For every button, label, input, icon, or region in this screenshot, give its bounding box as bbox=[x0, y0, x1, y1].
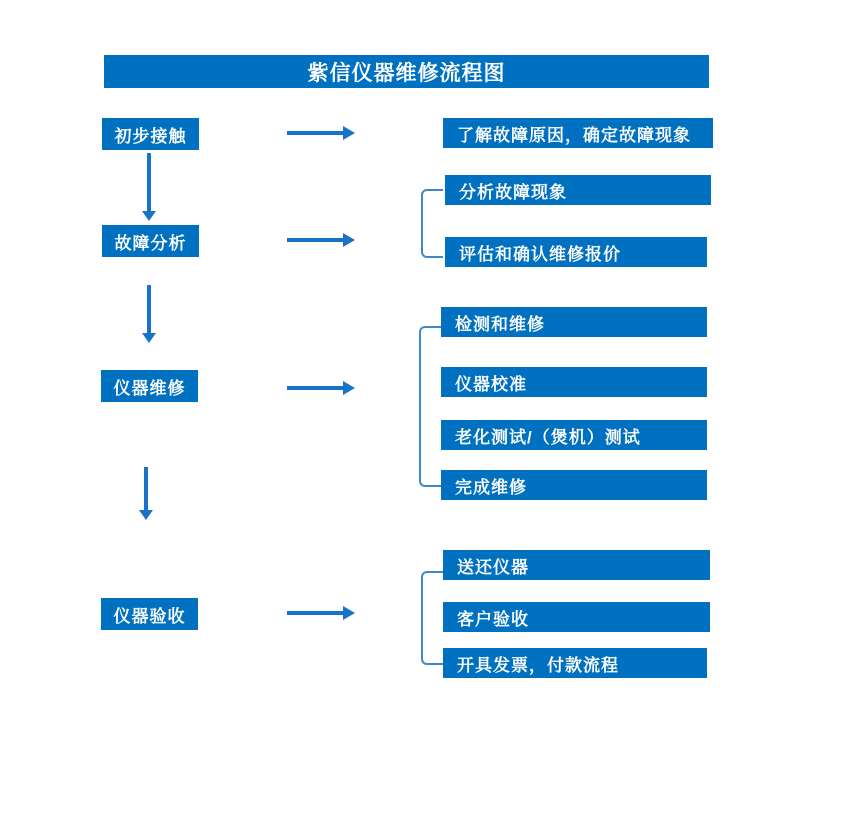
step-box-instrument-acceptance bbox=[101, 598, 198, 630]
down-arrow-icon bbox=[142, 285, 156, 343]
substep-box bbox=[443, 118, 713, 148]
down-arrow-icon bbox=[142, 153, 156, 221]
substep-label: 老化测试/（煲机）测试 bbox=[455, 427, 641, 447]
substep-box bbox=[445, 237, 707, 267]
substep-label: 客户验收 bbox=[457, 609, 529, 629]
substep-label: 完成维修 bbox=[455, 477, 527, 497]
step-label: 仪器验收 bbox=[113, 606, 186, 626]
flowchart-title-bar bbox=[104, 55, 709, 88]
flowchart-title: 紫信仪器维修流程图 bbox=[307, 61, 506, 85]
substep-label: 评估和确认维修报价 bbox=[459, 244, 621, 264]
substep-box bbox=[441, 367, 707, 397]
step-box-initial-contact bbox=[102, 118, 199, 150]
right-arrow-icon bbox=[287, 381, 355, 395]
substep-box bbox=[441, 420, 707, 450]
arrow-head bbox=[139, 510, 153, 520]
right-arrow-icon bbox=[287, 126, 355, 140]
arrow-head bbox=[142, 211, 156, 221]
substep-label: 送还仪器 bbox=[457, 557, 529, 577]
substep-box bbox=[443, 550, 710, 580]
substep-box bbox=[443, 648, 707, 678]
substep-box bbox=[441, 307, 707, 337]
arrow-stem bbox=[144, 467, 148, 511]
bracket-connector bbox=[421, 571, 443, 665]
down-arrow-icon bbox=[139, 467, 153, 520]
step-label: 初步接触 bbox=[114, 126, 187, 146]
arrow-head bbox=[343, 233, 355, 247]
arrow-head bbox=[343, 381, 355, 395]
substep-label: 开具发票，付款流程 bbox=[457, 655, 619, 675]
step-box-fault-analysis bbox=[102, 225, 199, 257]
arrow-stem bbox=[147, 285, 151, 334]
arrow-stem bbox=[287, 131, 344, 135]
step-label: 仪器维修 bbox=[113, 378, 186, 398]
arrow-head bbox=[142, 333, 156, 343]
substep-label: 了解故障原因，确定故障现象 bbox=[457, 125, 691, 145]
step-box-instrument-repair bbox=[101, 370, 198, 402]
substep-box bbox=[443, 602, 710, 632]
arrow-head bbox=[343, 126, 355, 140]
substep-box bbox=[445, 175, 711, 205]
substep-label: 分析故障现象 bbox=[459, 182, 567, 202]
arrow-stem bbox=[147, 153, 151, 212]
bracket-connector bbox=[421, 189, 443, 258]
right-arrow-icon bbox=[287, 606, 355, 620]
arrow-stem bbox=[287, 386, 344, 390]
arrow-stem bbox=[287, 611, 344, 615]
arrow-head bbox=[343, 606, 355, 620]
step-label: 故障分析 bbox=[114, 233, 187, 253]
arrow-stem bbox=[287, 238, 344, 242]
substep-label: 仪器校准 bbox=[455, 374, 527, 394]
right-arrow-icon bbox=[287, 233, 355, 247]
substep-label: 检测和维修 bbox=[455, 314, 545, 334]
substep-box bbox=[441, 470, 707, 500]
bracket-connector bbox=[419, 326, 441, 487]
